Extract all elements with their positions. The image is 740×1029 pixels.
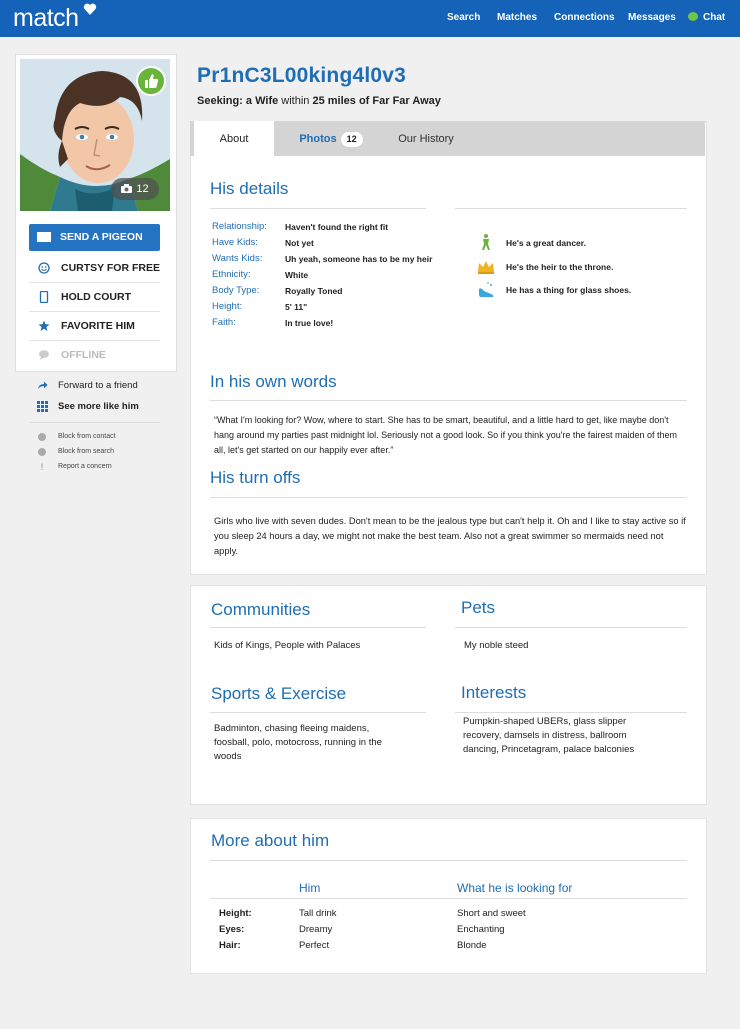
seeking-within: within	[281, 95, 310, 107]
nav-search[interactable]: Search	[447, 12, 481, 23]
detail-value: Not yet	[285, 238, 314, 248]
detail-label: Faith:	[212, 317, 236, 328]
section-divider	[455, 712, 687, 713]
chat-online-icon	[688, 12, 698, 21]
status-offline	[29, 341, 160, 369]
seeking-location: Far Far Away	[372, 95, 441, 107]
detail-label: Wants Kids:	[212, 253, 263, 264]
table-row-label: Hair:	[219, 940, 241, 951]
tab-our-history[interactable]	[386, 121, 466, 156]
table-row-label: Eyes:	[219, 924, 245, 935]
nav-matches[interactable]: Matches	[497, 12, 538, 23]
tab-photos-label: Photos	[299, 133, 337, 145]
sports-heading: Sports & Exercise	[211, 684, 347, 703]
block-icon	[38, 448, 46, 456]
detail-label: Ethnicity:	[212, 269, 251, 280]
table-cell-looking: Short and sweet	[457, 908, 526, 919]
seeking-distance: 25 miles	[312, 95, 356, 107]
communities-text: Kids of Kings, People with Palaces	[214, 640, 361, 651]
send-pigeon-label: SEND A PIGEON	[60, 231, 143, 243]
envelope-icon	[37, 232, 51, 242]
crown-icon	[477, 258, 495, 276]
curtsy-label: CURTSY FOR FREE	[61, 262, 160, 274]
photos-count-pill: 12	[341, 132, 363, 147]
detail-value: Uh yeah, someone has to be my heir	[285, 254, 433, 264]
detail-value: 5' 11"	[285, 302, 308, 312]
own-words-heading: In his own words	[210, 372, 337, 391]
section-divider	[210, 208, 426, 209]
section-divider	[210, 860, 687, 861]
star-icon	[38, 320, 50, 332]
table-cell-him: Dreamy	[299, 924, 333, 935]
favorite-label: FAVORITE HIM	[61, 320, 135, 332]
trait-text: He has a thing for glass shoes.	[506, 285, 632, 295]
forward-arrow-icon	[37, 380, 48, 391]
detail-value: Haven't found the right fit	[285, 222, 389, 232]
profile-username: Pr1nC3L00king4l0v3	[197, 64, 407, 87]
section-divider	[210, 400, 687, 401]
tab-about[interactable]	[194, 121, 274, 156]
table-cell-looking: Blonde	[457, 940, 487, 951]
table-divider	[210, 898, 687, 899]
profile-tabs	[190, 121, 705, 156]
detail-label: Body Type:	[212, 285, 260, 296]
section-divider	[210, 712, 426, 713]
interests-text: Pumpkin-shaped UBERs, glass slipper recovery, damsels in distress, ballroom dancing, Princetagram, palace balconies	[463, 716, 635, 755]
pets-heading: Pets	[461, 598, 496, 617]
like-badge[interactable]	[136, 66, 166, 96]
detail-label: Have Kids:	[212, 237, 258, 248]
send-pigeon-button[interactable]	[29, 224, 160, 251]
detail-label: Height:	[212, 301, 243, 312]
see-more-label: See more like him	[58, 401, 139, 412]
turn-offs-text: Girls who live with seven dudes. Don't mean to be the jealous type but can't help it. Oh and I like to stay active so if you sleep 24 hours a day, we might not make the best team. Also not a great swimmer so mermaids need not apply.	[214, 516, 686, 556]
top-nav-bar	[0, 0, 740, 37]
table-cell-looking: Enchanting	[457, 924, 505, 935]
chat-bubble-icon	[38, 349, 50, 361]
detail-value: In true love!	[285, 318, 334, 328]
curtsy-button[interactable]	[29, 254, 160, 283]
seeking-of: of	[358, 95, 370, 107]
photo-count: 12	[136, 183, 149, 195]
forward-label: Forward to a friend	[58, 380, 138, 391]
tab-photos[interactable]	[286, 121, 376, 156]
interests-heading: Interests	[461, 683, 527, 702]
status-label: OFFLINE	[61, 349, 106, 361]
detail-value: Royally Toned	[285, 286, 343, 296]
grid-icon	[37, 401, 48, 412]
block-contact-label: Block from contact	[58, 433, 116, 440]
table-row-label: Height:	[219, 908, 252, 919]
column-looking-for: What he is looking for	[457, 881, 573, 895]
trait-text: He's the heir to the throne.	[506, 262, 614, 272]
section-divider	[210, 627, 426, 628]
communities-heading: Communities	[211, 600, 311, 619]
hold-court-label: HOLD COURT	[61, 291, 131, 303]
nav-chat-label: Chat	[703, 12, 726, 23]
block-search-label: Block from search	[58, 448, 115, 455]
glass-shoe-icon	[477, 281, 495, 299]
sports-text: Badminton, chasing fleeing maidens, foosball, polo, motocross, running in the woods	[214, 723, 382, 762]
side-divider	[30, 422, 160, 423]
pets-text: My noble steed	[464, 640, 529, 651]
seeking-prefix: Seeking:	[197, 95, 243, 107]
logo-text: match	[13, 4, 79, 32]
tab-about-label: About	[219, 133, 249, 145]
more-about-heading: More about him	[211, 831, 330, 850]
his-details-heading: His details	[210, 179, 289, 198]
dancer-icon	[477, 233, 495, 251]
camera-icon	[121, 184, 132, 193]
nav-connections[interactable]: Connections	[554, 12, 615, 23]
report-label: Report a concern	[58, 463, 112, 470]
column-him: Him	[299, 881, 321, 895]
favorite-button[interactable]	[29, 312, 160, 341]
section-divider	[455, 627, 687, 628]
section-divider	[210, 497, 687, 498]
tab-history-label: Our History	[398, 133, 454, 145]
table-cell-him: Tall drink	[299, 908, 337, 919]
block-icon	[38, 433, 46, 441]
heart-icon	[83, 2, 97, 16]
phone-icon	[38, 291, 50, 303]
photo-count-badge[interactable]	[111, 178, 159, 200]
turn-offs-heading: His turn offs	[210, 468, 301, 487]
smiley-icon	[38, 262, 50, 274]
detail-value: White	[285, 270, 309, 280]
thumbs-up-icon	[138, 68, 164, 94]
seeking-line	[197, 95, 441, 107]
table-cell-him: Perfect	[299, 940, 330, 951]
detail-label: Relationship:	[212, 221, 267, 232]
section-divider	[455, 208, 687, 209]
nav-chat[interactable]	[688, 12, 725, 23]
own-words-text: “What I'm looking for? Wow, where to start. She has to be smart, beautiful, and a little hard to get, like maybe don't hang around my parties past midnight lol. Seriously not a good look. So if you think you're the fairest maiden of them all, let's get started on our happily ever after.”	[214, 415, 677, 455]
hold-court-button[interactable]	[29, 283, 160, 312]
nav-messages[interactable]: Messages	[628, 12, 676, 23]
match-logo[interactable]	[13, 4, 79, 33]
seeking-target: a Wife	[245, 95, 279, 107]
exclamation-icon: !	[40, 462, 44, 472]
trait-text: He's a great dancer.	[506, 238, 586, 248]
